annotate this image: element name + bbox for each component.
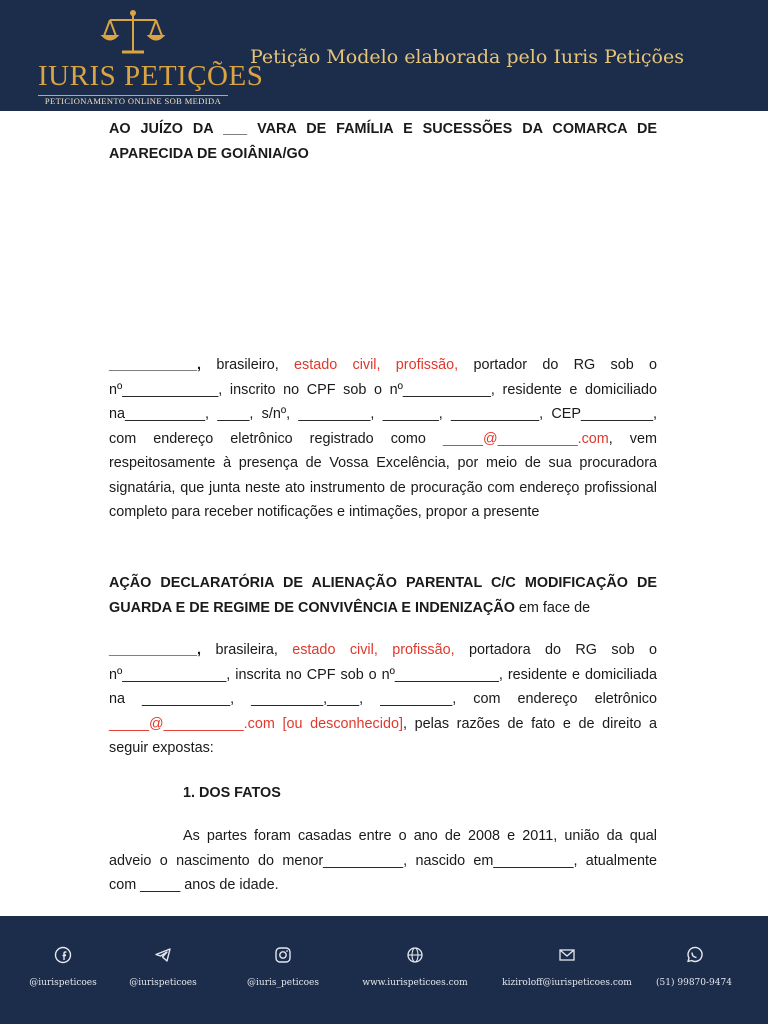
email-icon (497, 946, 637, 968)
author-text-3: , vem respeitosamente à presença de Vossa Excelência, por meio de sua procuradora signatária, que junta neste ato instrumento de procuração com endereço profissional completo para receber notificações e intimações, propor a presente (109, 430, 657, 520)
footer-whatsapp[interactable] (624, 946, 764, 988)
whatsapp-icon (624, 946, 764, 968)
defendant-text-3: , pelas razões de fato e de direito a seguir expostas: (109, 715, 657, 756)
footer-website-label: www.iurispeticoes.com (362, 978, 468, 988)
instagram-icon (213, 946, 353, 968)
author-text-1: brasileiro, (201, 357, 295, 373)
author-text-2: portador do RG sob o nº____________, inscrito no CPF sob o nº___________, residente e domiciliado na__________, ____, s/nº, _________, _______, ___________, CEP_________, com endereço eletrônico registrado como (109, 357, 658, 447)
action-title: AÇÃO DECLARATÓRIA DE ALIENAÇÃO PARENTAL C/C MODIFICAÇÃO DE GUARDA E DE REGIME DE CONVIVÊNCIA E INDENIZAÇÃO (109, 575, 657, 616)
scales-of-justice-icon (100, 8, 166, 60)
globe-icon (345, 946, 485, 968)
logo-name: IURIS PETIÇÕES (38, 60, 264, 92)
defendant-text-1: brasileira, (201, 642, 293, 658)
defendant-email: _____@__________.com [ou desconhecido] (109, 715, 403, 732)
court-heading: AO JUÍZO DA ___ VARA DE FAMÍLIA E SUCESSÕES DA COMARCA DE APARECIDA DE GOIÂNIA/GO (109, 121, 657, 162)
footer-email[interactable] (497, 946, 637, 988)
author-name-blank: ___________, (109, 357, 202, 373)
footer-facebook-label: @iurispeticoes (29, 978, 97, 988)
telegram-icon (93, 946, 233, 968)
logo (38, 8, 264, 106)
action-suffix: em face de (514, 599, 591, 616)
footer-instagram[interactable] (213, 946, 353, 988)
footer-telegram-label: @iurispeticoes (129, 978, 197, 988)
footer-instagram-label: @iuris_peticoes (247, 978, 319, 988)
logo-tagline: PETICIONAMENTO ONLINE SOB MEDIDA (38, 95, 228, 106)
header-title: Petição Modelo elaborada pelo Iuris Petições (250, 46, 684, 68)
footer-banner (0, 916, 768, 1024)
section-title-facts: 1. DOS FATOS (183, 785, 281, 801)
action-title-paragraph (109, 571, 657, 620)
header-banner (0, 0, 768, 111)
footer-website[interactable] (345, 946, 485, 988)
author-qualification (109, 353, 657, 525)
defendant-name-blank: ___________, (109, 642, 202, 658)
author-email: _____@__________.com (442, 430, 609, 447)
facts-paragraph: As partes foram casadas entre o ano de 2008 e 2011, união da qual adveio o nascimento do menor__________, nascido em__________, atualmente com _____ anos de idade. (109, 828, 657, 893)
defendant-civil-status: estado civil, profissão, (292, 642, 455, 658)
footer-telegram[interactable] (93, 946, 233, 988)
author-civil-status: estado civil, profissão, (294, 357, 459, 373)
footer-whatsapp-label: (51) 99870-9474 (656, 978, 732, 988)
footer-email-label: kiziroloff@iurispeticoes.com (502, 978, 632, 988)
defendant-text-2: portadora do RG sob o nº_____________, inscrita no CPF sob o nº_____________, residente e domiciliada na ___________, _________,____, _________, com endereço eletrônico (109, 642, 657, 707)
defendant-qualification (109, 638, 657, 761)
